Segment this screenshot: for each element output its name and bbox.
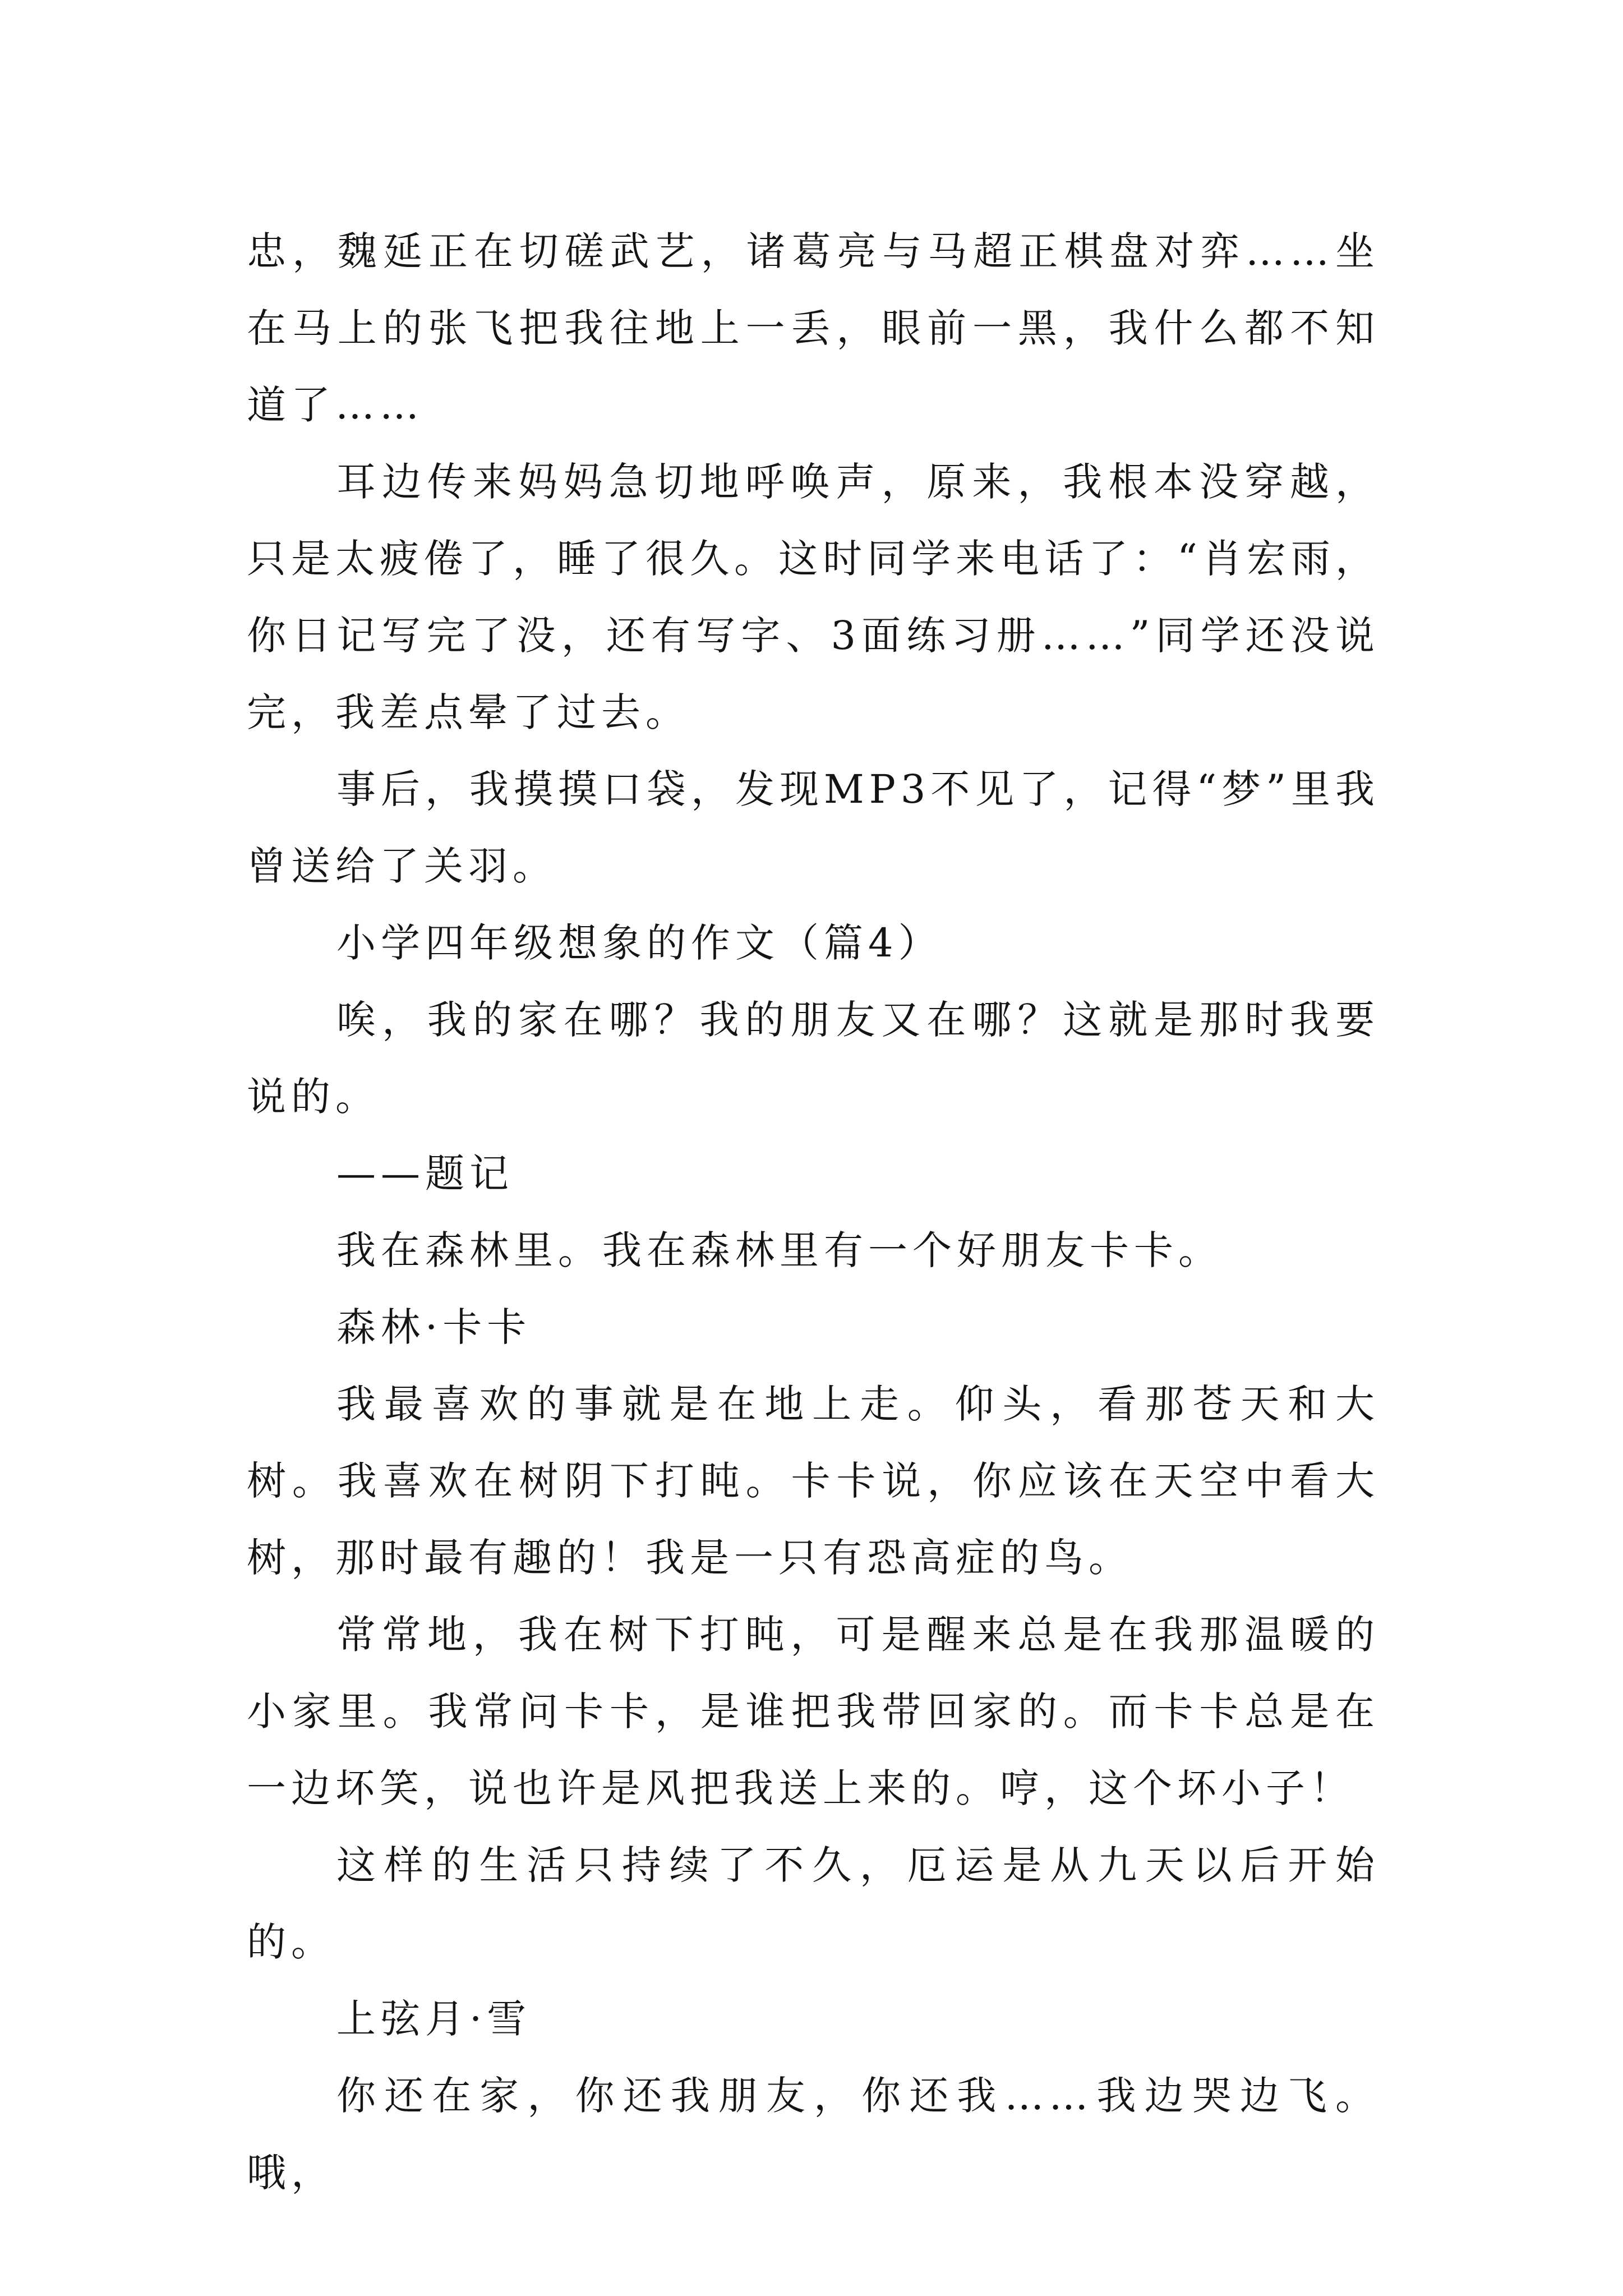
paragraph: 忠，魏延正在切磋武艺，诸葛亮与马超正棋盘对弈……坐在马上的张飞把我往地上一丢，眼前一黑，我什么都不知道了……: [247, 228, 1380, 428]
document-page: [247, 213, 1380, 2211]
paragraph: 你还在家，你还我朋友，你还我……我边哭边飞。哦，: [247, 2073, 1380, 2196]
paragraph: 这样的生活只持续了不久，厄运是从九天以后开始的。: [247, 1842, 1380, 1965]
paragraph: 我最喜欢的事就是在地上走。仰头，看那苍天和大树。我喜欢在树阴下打盹。卡卡说，你应该在天空中看大树，那时最有趣的！我是一只有恐高症的鸟。: [247, 1381, 1380, 1581]
subsection-heading: 森林·卡卡: [336, 1304, 532, 1350]
paragraph: 耳边传来妈妈急切地呼唤声，原来，我根本没穿越，只是太疲倦了，睡了很久。这时同学来电话了：“肖宏雨，你日记写完了没，还有写字、3面练习册……”同学还没说完，我差点晕了过去。: [247, 459, 1380, 735]
epigraph-note: ——题记: [336, 1151, 514, 1197]
section-heading: 小学四年级想象的作文（篇4）: [336, 920, 943, 966]
paragraph: 常常地，我在树下打盹，可是醒来总是在我那温暖的小家里。我常问卡卡，是谁把我带回家的。而卡卡总是在一边坏笑，说也许是风把我送上来的。哼，这个坏小子！: [247, 1612, 1380, 1811]
subsection-heading: 上弦月·雪: [336, 1996, 532, 2042]
paragraph: 事后，我摸摸口袋，发现MP3不见了，记得“梦”里我曾送给了关羽。: [247, 766, 1380, 889]
paragraph: 我在森林里。我在森林里有一个好朋友卡卡。: [336, 1227, 1223, 1273]
paragraph: 唉，我的家在哪？我的朋友又在哪？这就是那时我要说的。: [247, 997, 1380, 1120]
